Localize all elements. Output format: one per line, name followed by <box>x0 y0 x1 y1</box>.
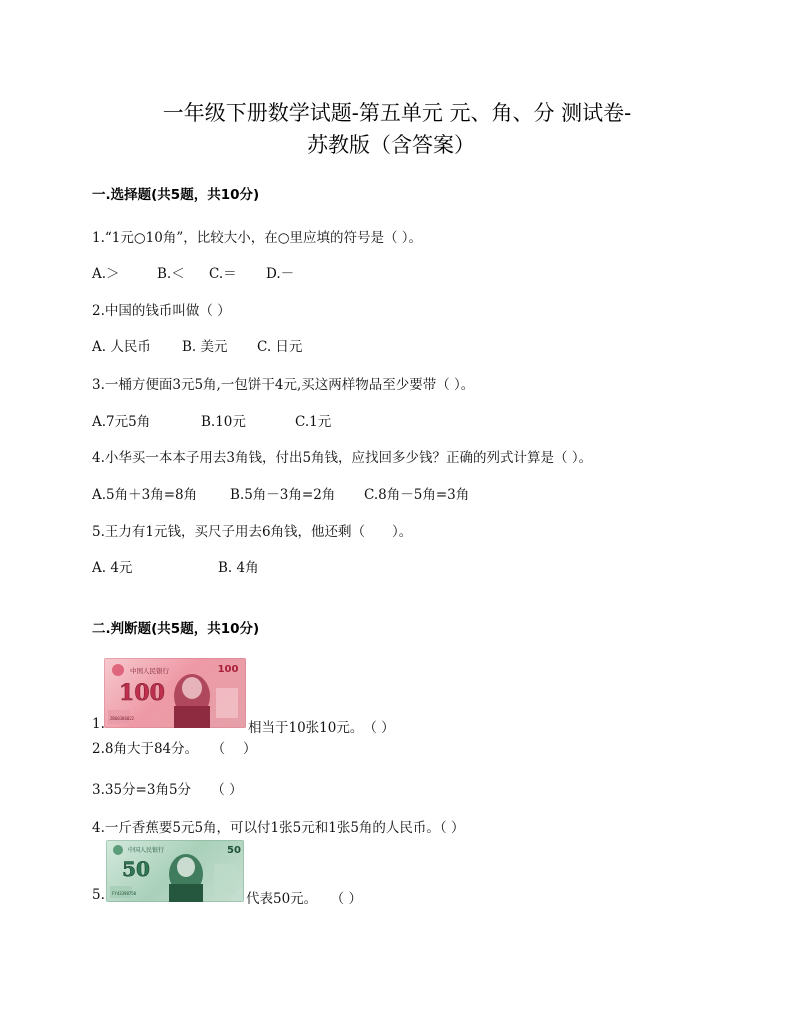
option-a: A.＞ <box>92 266 120 282</box>
judge-3: 3.35分=3角5分 （ ） <box>92 782 243 798</box>
option-b: B.10元 <box>201 414 246 430</box>
bill-serial: ZB60386022 <box>110 716 135 721</box>
option-a: A. 4元 <box>92 560 133 576</box>
question-5: 5.王力有1元钱，买尺子用去6角钱，他还剩（ ）。 <box>92 524 413 540</box>
question-5-options <box>92 556 259 576</box>
judge-5-text: 代表50元。 （ ） <box>246 891 362 907</box>
judge-4: 4.一斤香蕉要5元5角，可以付1张5元和1张5角的人民币。（ ） <box>92 820 465 836</box>
judge-2: 2.8角大于84分。 （ ） <box>92 741 257 757</box>
question-3: 3.一桶方便面3元5角,一包饼干4元,买这两样物品至少要带（ ）。 <box>92 377 475 393</box>
question-3-options <box>92 410 331 430</box>
bill-denomination: 100 <box>119 680 165 706</box>
judge-1-text: 相当于10张10元。 （ ） <box>248 720 395 736</box>
section2-heading: 二.判断题(共5题，共10分) <box>92 621 260 637</box>
option-b: B.5角－3角=2角 <box>230 487 336 503</box>
option-c: C.1元 <box>295 414 332 430</box>
banknote-50-image <box>106 840 244 902</box>
bill-corner-digits: 100 <box>217 664 239 675</box>
page-title-line1: 一年级下册数学试题-第五单元 元、角、分 测试卷- <box>162 101 632 125</box>
page-title-line2: 苏教版（含答案） <box>307 133 475 157</box>
option-b: B. 4角 <box>218 560 259 576</box>
option-a: A. 人民币 <box>92 339 151 355</box>
option-b: B.＜ <box>157 266 185 282</box>
question-1-options <box>92 262 294 282</box>
judge-1-number: 1. <box>92 716 105 732</box>
bill-serial: FY43398750 <box>112 891 137 896</box>
option-b: B. 美元 <box>182 339 228 355</box>
question-2: 2.中国的钱币叫做（ ） <box>92 303 231 319</box>
option-a: A.5角＋3角=8角 <box>92 487 198 503</box>
option-a: A.7元5角 <box>92 414 151 430</box>
question-4: 4.小华买一本本子用去3角钱，付出5角钱，应找回多少钱？正确的列式计算是（ ）。 <box>92 450 593 466</box>
question-1: 1.“1元○10角”，比较大小，在○里应填的符号是（ ）。 <box>92 230 423 246</box>
option-c: C.＝ <box>209 266 237 282</box>
bill-denomination: 50 <box>122 857 150 881</box>
bill-corner-digits: 50 <box>227 845 241 856</box>
question-2-options <box>92 335 302 355</box>
bill-header: 中国人民银行 <box>128 847 165 854</box>
option-c: C. 日元 <box>257 339 303 355</box>
bill-header: 中国人民银行 <box>130 667 169 675</box>
banknote-100-image <box>104 658 246 728</box>
judge-5-number: 5. <box>92 887 105 903</box>
option-c: C.8角－5角=3角 <box>364 487 470 503</box>
option-d: D.－ <box>266 266 295 282</box>
question-4-options <box>92 483 469 503</box>
section1-heading: 一.选择题(共5题，共10分) <box>92 187 260 203</box>
